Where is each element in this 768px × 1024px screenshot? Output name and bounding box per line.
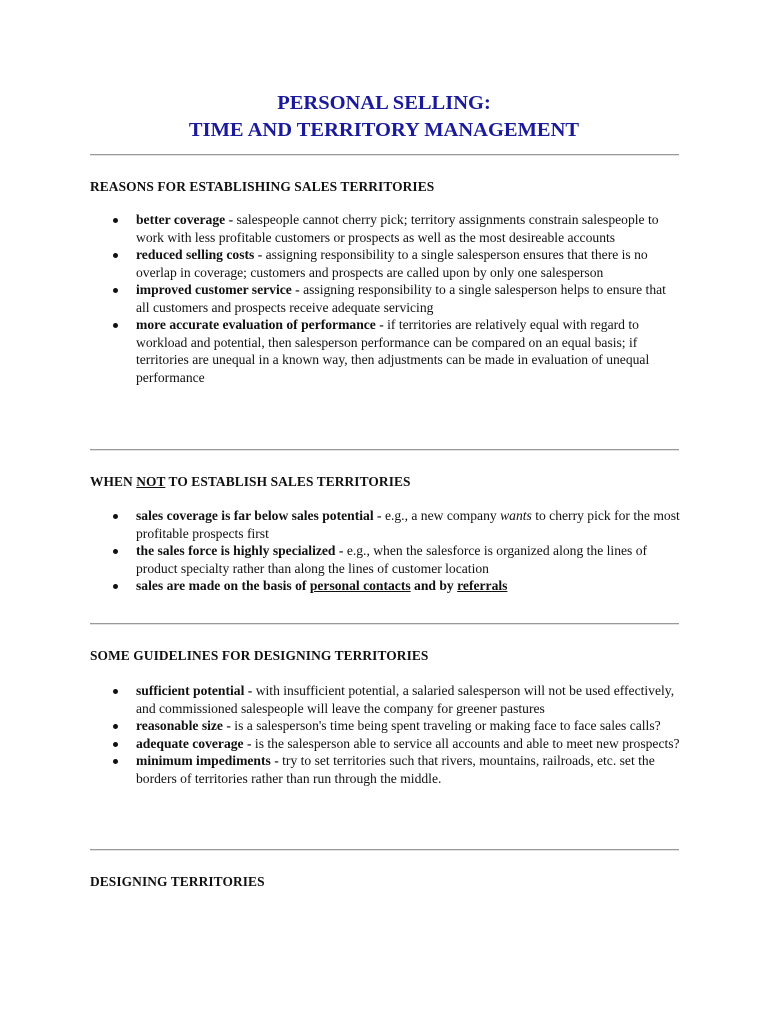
item-text: assigning responsibility to a single salesperson helps to ensure that all customers and prospects receive adequate servicing (136, 282, 666, 315)
list-item (110, 735, 682, 753)
heading-not-emphasis: NOT (136, 474, 166, 489)
list-item (110, 211, 682, 246)
list-item (110, 682, 682, 717)
item-term: minimum impediments - (136, 753, 283, 768)
list-item (110, 316, 682, 386)
reasons-list (110, 211, 682, 386)
list-item (110, 542, 682, 577)
list-item (110, 717, 682, 735)
item-term: sales coverage is far below sales potential - (136, 508, 385, 523)
item-term: better coverage - (136, 212, 237, 227)
when-not-list (110, 507, 682, 595)
item-text: with insufficient potential, a salaried salesperson will not be used effectively, and commissioned salespeople will leave the company for greener pastures (136, 683, 675, 716)
item-term: reasonable size - (136, 718, 235, 733)
item-text: if territories are relatively equal with regard to workload and potential, then salesperson performance can be compared on an equal basis; if territories are unequal in a known way, then adjustments can be made in evaluation of unequal performance (136, 317, 650, 385)
item-text: is a salesperson's time being spent traveling or making face to face sales calls? (234, 718, 661, 733)
title-line-2: TIME AND TERRITORY MANAGEMENT (188, 119, 580, 141)
page-title (0, 90, 768, 144)
personal-contacts-link[interactable]: personal contacts (309, 578, 411, 593)
section-heading-reasons: REASONS FOR ESTABLISHING SALES TERRITORIES (90, 179, 435, 194)
item-term: improved customer service - (136, 282, 304, 297)
guidelines-list (110, 682, 682, 787)
item-text: is the salesperson able to service all accounts and able to meet new prospects? (254, 735, 680, 751)
divider-1 (90, 154, 679, 156)
referrals-link[interactable]: referrals (457, 578, 508, 593)
list-item (110, 752, 682, 787)
item-text: try to set territories such that rivers, mountains, railroads, etc. set the borders of territories rather than run through the middle. (136, 753, 655, 786)
item-term: the sales force is highly specialized - (136, 543, 347, 558)
divider-3 (90, 623, 679, 625)
section-heading-guidelines: SOME GUIDELINES FOR DESIGNING TERRITORIES (90, 648, 429, 663)
item-term: reduced selling costs - (136, 247, 266, 262)
section-heading-when-not: WHEN NOT TO ESTABLISH SALES TERRITORIES (90, 474, 411, 489)
title-line-1: PERSONAL SELLING: (277, 92, 491, 114)
list-item: sales coverage is far below sales potential - e.g., a new company wants to cherry pick for the most profitable prospects first (110, 507, 682, 542)
item-text: salespeople cannot cherry pick; territory assignments constrain salespeople to work with less profitable customers or prospects as well as the most desireable accounts (136, 212, 659, 245)
divider-4 (90, 849, 679, 851)
item-text: assigning responsibility to a single salesperson ensures that there is no overlap in coverage; customers and prospects are called upon by only one salesperson (136, 247, 648, 280)
item-term: more accurate evaluation of performance - (136, 317, 388, 332)
item-term: adequate coverage - (136, 735, 255, 751)
list-item (110, 281, 682, 316)
list-item (110, 246, 682, 281)
list-item: sales are made on the basis of personal contacts and by referrals (110, 577, 682, 595)
divider-2 (90, 449, 679, 451)
section-heading-designing: DESIGNING TERRITORIES (90, 874, 265, 889)
item-emphasis: wants (500, 508, 532, 523)
item-term: sufficient potential - (136, 683, 256, 698)
item-text: e.g., when the salesforce is organized along the lines of product specialty rather than along the lines of customer location (136, 543, 648, 576)
